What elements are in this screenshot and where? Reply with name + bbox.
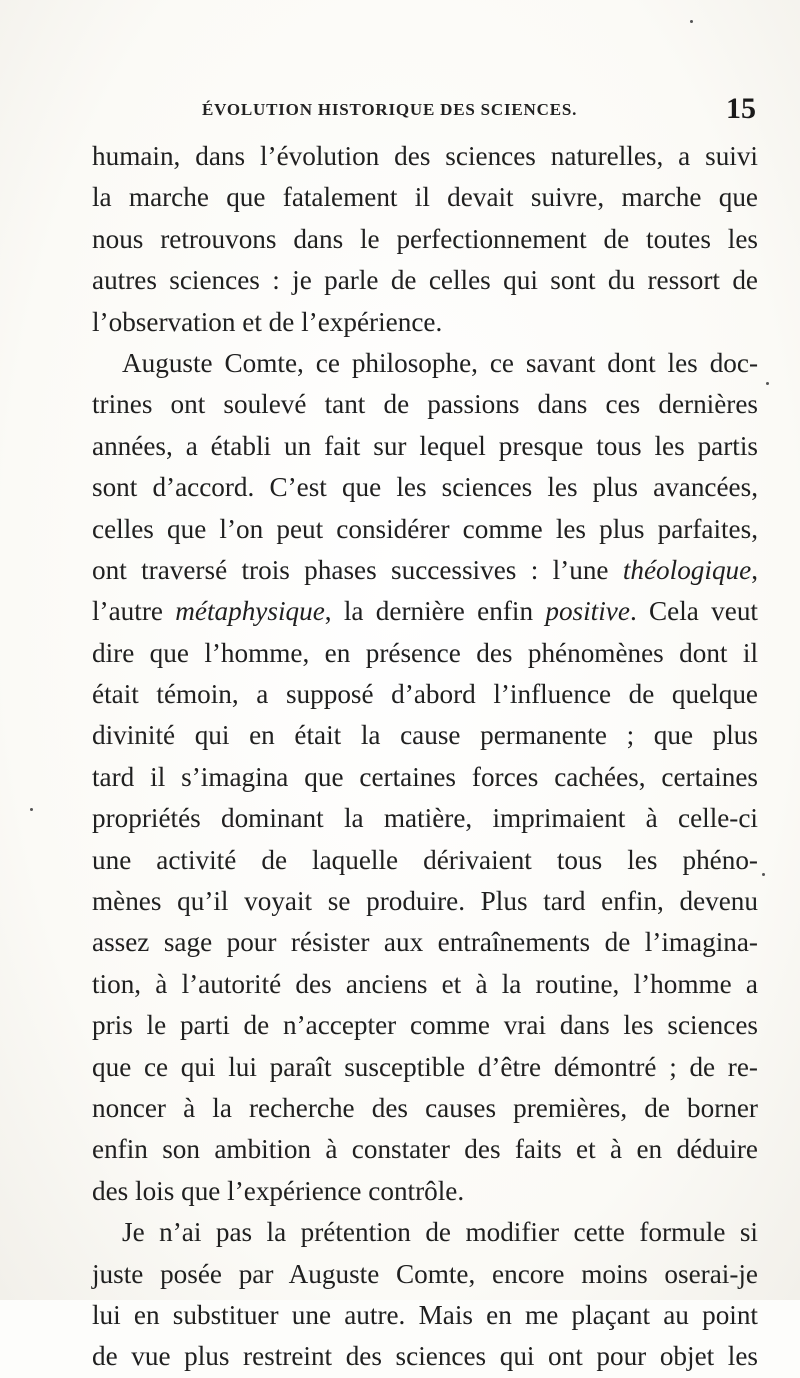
text-line: noncer à la recherche des causes premières, de borner	[92, 1092, 758, 1123]
text-line: autres sciences : je parle de celles qui sont du ressort de	[92, 265, 758, 296]
text-line: tard il s’imagina que certaines forces cachées, certaines	[92, 761, 758, 792]
paper-speck	[762, 873, 765, 876]
text-line: assez sage pour résister aux entraînements de l’imagina-	[92, 927, 758, 958]
text-line: humain, dans l’évolution des sciences naturelles, a suivi	[92, 141, 758, 171]
italic-term: métaphysique	[175, 596, 325, 627]
text-line: trines ont soulevé tant de passions dans ces dernières	[92, 389, 758, 420]
text-line: dire que l’homme, en présence des phénomènes dont il	[92, 637, 758, 668]
text-line: années, a établi un fait sur lequel presque tous les partis	[92, 430, 758, 461]
text-line: tion, à l’autorité des anciens et à la routine, l’homme a	[92, 968, 758, 999]
text-segment: l’autre	[92, 596, 176, 627]
text-segment: , la dernière enfin	[324, 596, 546, 627]
italic-term: positive	[545, 596, 630, 627]
text-line: lui en substituer une autre. Mais en me plaçant au point	[92, 1299, 758, 1330]
text-line: était témoin, a supposé d’abord l’influence de quelque	[92, 679, 758, 710]
text-line-with-italic	[92, 550, 758, 591]
text-line: des lois que l’expérience contrôle.	[92, 1175, 465, 1206]
text-line: que ce qui lui paraît susceptible d’être démontré ; de re-	[92, 1051, 758, 1082]
paper-speck	[766, 382, 769, 385]
text-line: Auguste Comte, ce philosophe, ce savant dont les doc-	[122, 347, 758, 378]
italic-term: théologique	[622, 554, 752, 585]
running-title: ÉVOLUTION HISTORIQUE DES SCIENCES.	[202, 100, 578, 119]
page-number: 15	[726, 92, 756, 125]
text-line: enfin son ambition à constater des faits et à en déduire	[92, 1134, 758, 1165]
text-line: pris le parti de n’accepter comme vrai dans les sciences	[92, 1010, 758, 1041]
text-line: nous retrouvons dans le perfectionnement de toutes les	[92, 223, 758, 254]
text-line: une activité de laquelle dérivaient tous les phéno-	[92, 844, 758, 875]
running-head	[92, 92, 760, 132]
text-segment: ont traversé trois phases successives : l’une	[92, 554, 623, 585]
body-text	[92, 136, 758, 1378]
text-line: divinité qui en était la cause permanente ; que plus	[92, 720, 758, 751]
text-line: celles que l’on peut considérer comme les plus parfaites,	[92, 513, 758, 544]
text-line: mènes qu’il voyait se produire. Plus tard enfin, devenu	[92, 886, 758, 917]
text-line: l’observation et de l’expérience.	[92, 306, 443, 337]
text-line: de vue plus restreint des sciences qui ont pour objet les	[92, 1341, 758, 1372]
text-segment: . Cela veut	[629, 596, 758, 627]
paper-speck	[690, 20, 693, 23]
text-segment: ,	[751, 554, 758, 585]
text-line: Je n’ai pas la prétention de modifier cette formule si	[122, 1217, 758, 1248]
text-line: juste posée par Auguste Comte, encore moins oserai-je	[92, 1258, 758, 1289]
paper-speck	[30, 808, 33, 811]
text-line: sont d’accord. C’est que les sciences les plus avancées,	[92, 472, 758, 503]
text-line: propriétés dominant la matière, imprimaient à celle-ci	[92, 803, 758, 834]
text-line-with-italic	[92, 591, 758, 632]
text-line: la marche que fatalement il devait suivre, marche que	[92, 182, 758, 213]
